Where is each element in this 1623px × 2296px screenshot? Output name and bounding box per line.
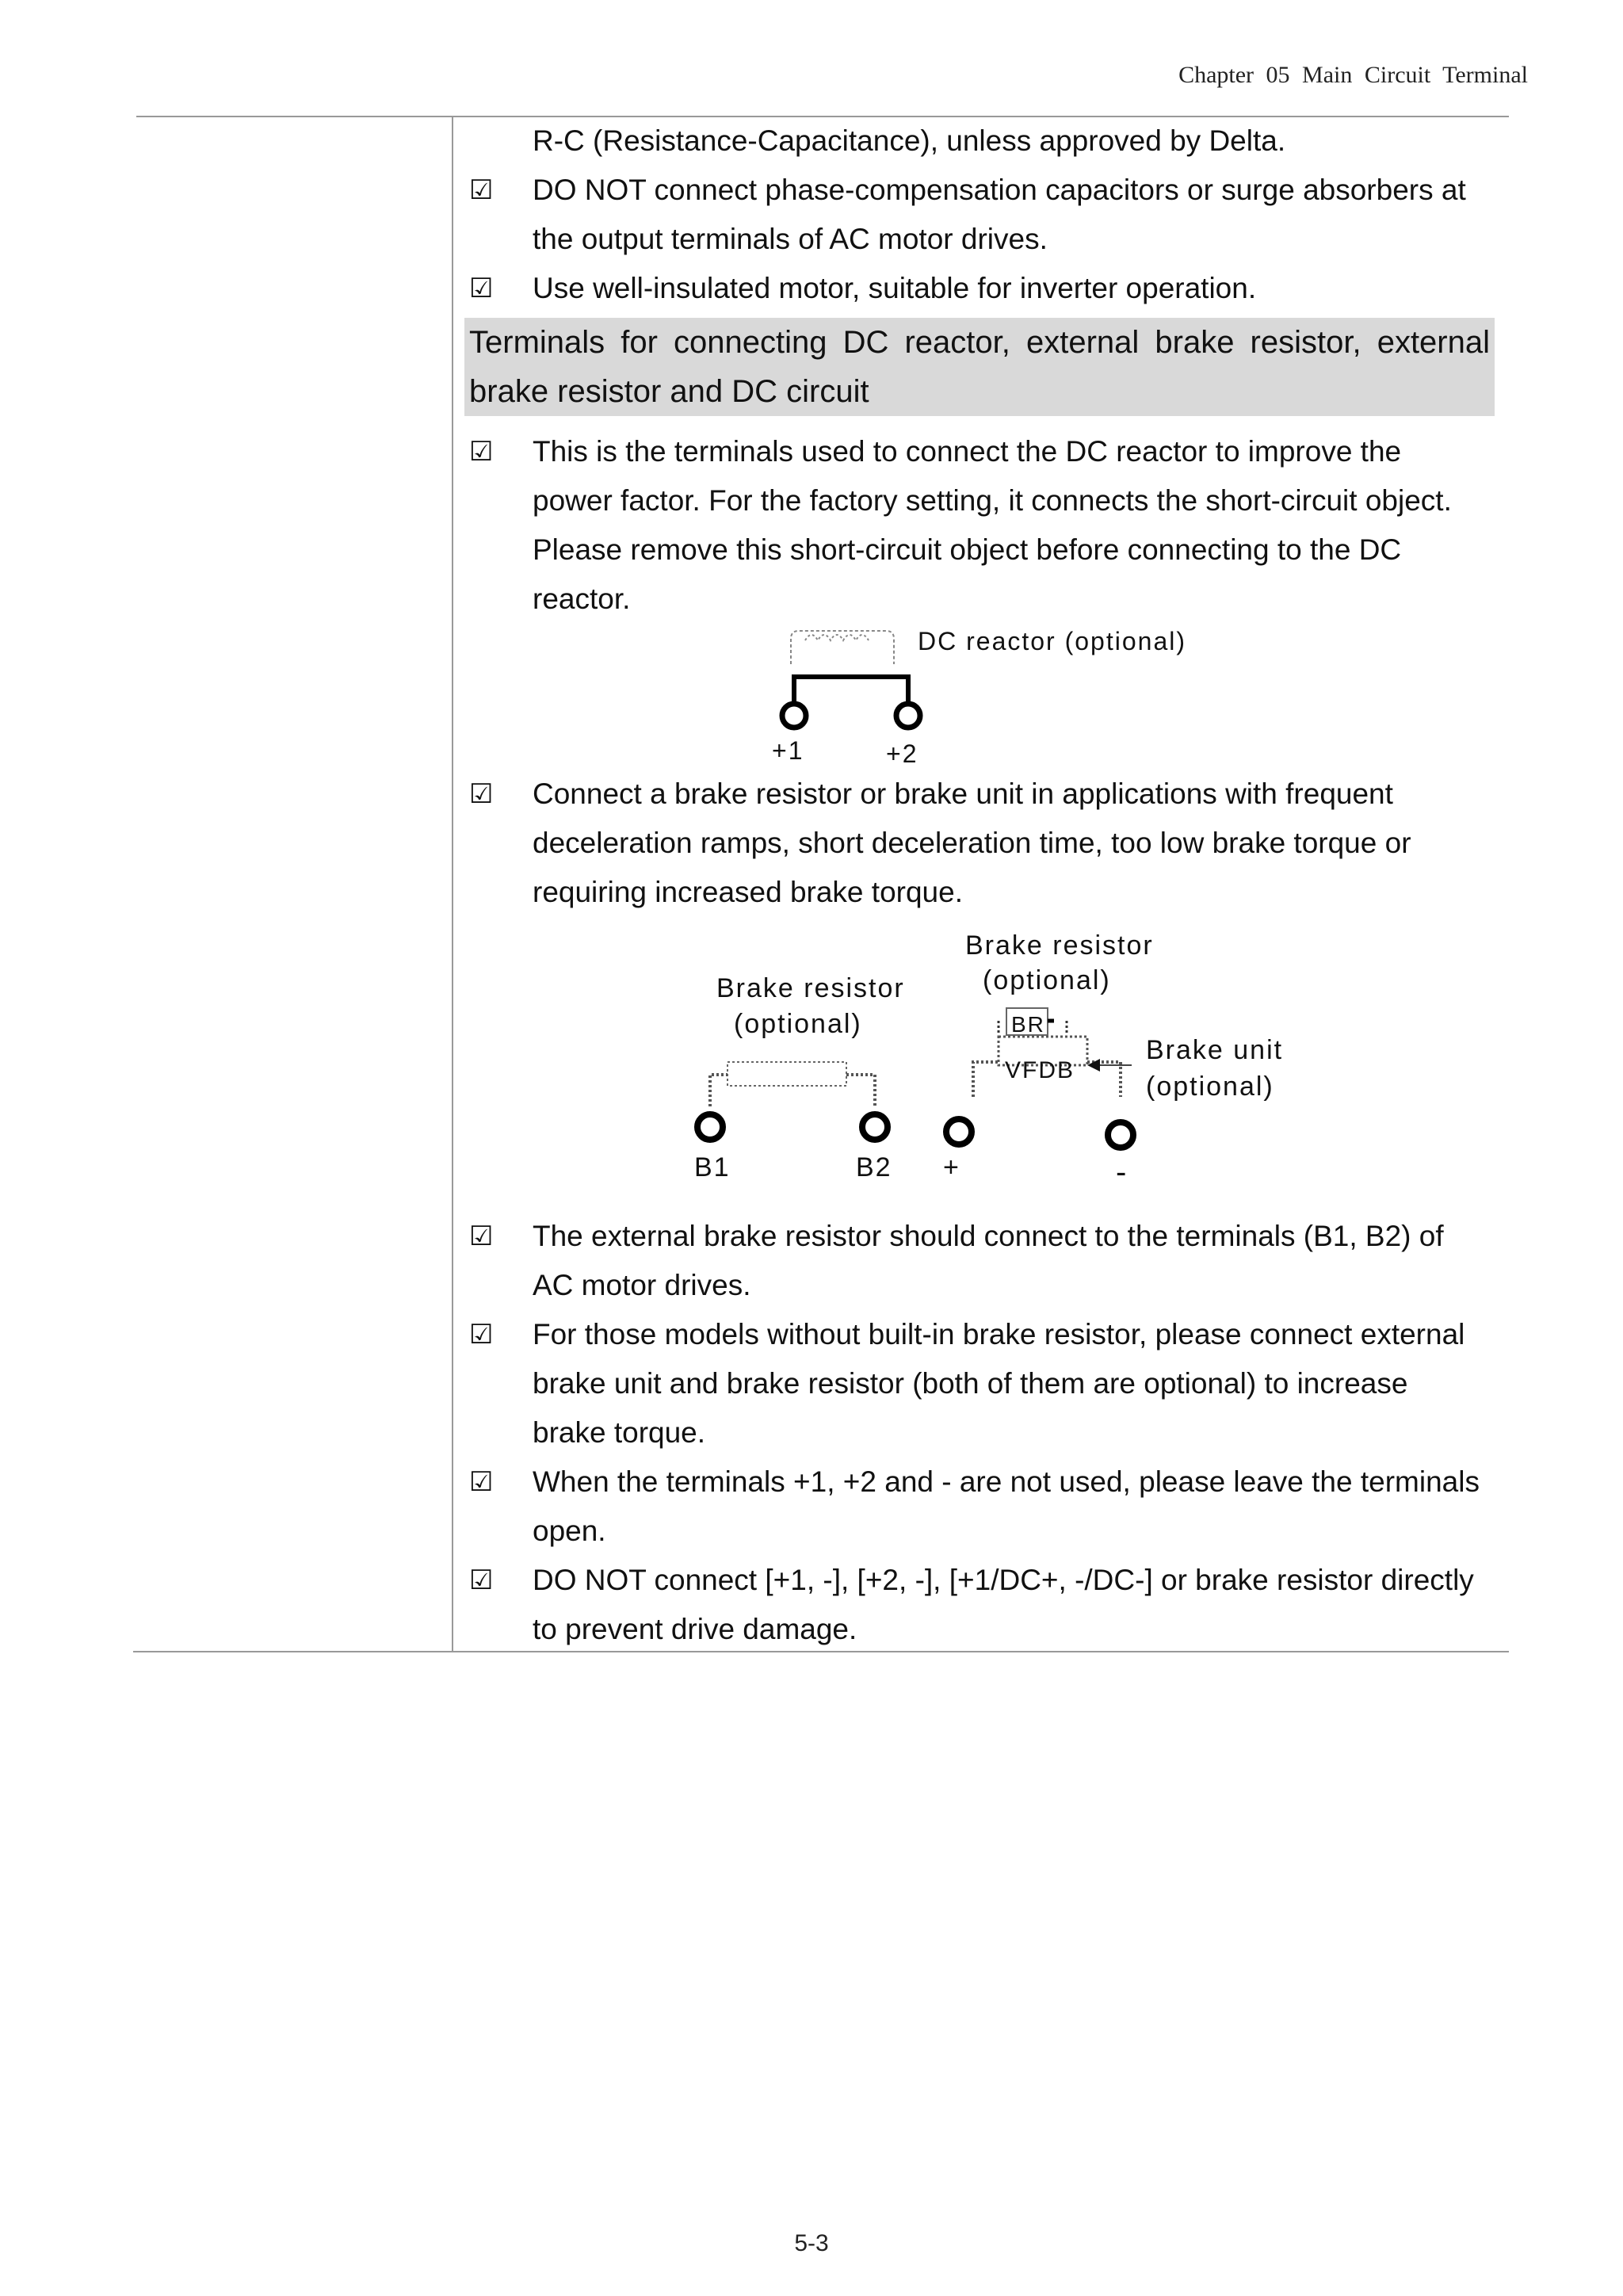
list-item-text: This is the terminals used to connect the DC reactor to improve the	[533, 435, 1402, 468]
brake-resistor-optional-label: (optional)	[734, 1009, 862, 1039]
dc-reactor-diagram	[767, 617, 1243, 775]
terminal-plus2-label: +2	[886, 739, 918, 768]
list-item-unused-terminals	[464, 1457, 1495, 1556]
list-item-text: Use well-insulated motor, suitable for inverter operation.	[533, 272, 1257, 304]
br-box-label: BR	[1011, 1012, 1045, 1037]
section-heading-line: brake resistor and DC circuit	[469, 374, 869, 409]
list-item-text: deceleration ramps, short deceleration time, too low brake torque or	[533, 827, 1411, 859]
list-item-do-not-connect	[464, 1556, 1495, 1654]
main-column	[464, 117, 1495, 1654]
checked-box-icon: ☑	[469, 436, 494, 468]
external-brake-resistor	[710, 1062, 875, 1106]
list-item-text: reactor.	[533, 583, 631, 615]
page-number: 5-3	[794, 2230, 829, 2256]
brake-unit-optional-label: (optional)	[1146, 1072, 1274, 1102]
brake-resistor-top-optional-label: (optional)	[983, 965, 1111, 995]
list-item-text: open.	[533, 1515, 606, 1547]
checked-box-icon: ☑	[469, 1564, 494, 1596]
bottom-rule	[133, 1651, 1509, 1652]
brake-unit-label: Brake unit	[1146, 1035, 1284, 1065]
dc-reactor-label: DC reactor (optional)	[918, 627, 1186, 655]
vfdb-box-label: VFDB	[1005, 1057, 1075, 1083]
list-item-text: Please remove this short-circuit object before connecting to the DC	[533, 533, 1402, 566]
checked-box-icon: ☑	[469, 1221, 494, 1252]
running-head: Chapter 05 Main Circuit Terminal	[1178, 62, 1528, 88]
list-item-text: When the terminals +1, +2 and - are not used, please leave the terminals	[533, 1465, 1480, 1498]
checked-box-icon: ☑	[469, 1466, 494, 1498]
terminal-plus-label: +	[943, 1152, 960, 1182]
checked-box-icon: ☑	[469, 174, 494, 206]
list-item-text: Connect a brake resistor or brake unit in applications with frequent	[533, 777, 1393, 810]
checked-box-icon: ☑	[469, 1319, 494, 1350]
list-item-motor	[464, 264, 1495, 313]
short-circuit-bar	[794, 677, 908, 705]
list-item-capacitors	[464, 166, 1495, 264]
list-item-brake	[464, 770, 1495, 917]
terminal-minus-label: -	[1116, 1155, 1128, 1190]
terminal-plus2	[896, 704, 920, 728]
list-item-text: The external brake resistor should connect to the terminals (B1, B2) of	[533, 1220, 1444, 1252]
terminal-b1-label: B1	[694, 1152, 731, 1182]
rc-continuation: R-C (Resistance-Capacitance), unless approved by Delta.	[533, 124, 1286, 157]
list-item-text: DO NOT connect [+1, -], [+2, -], [+1/DC+, -/DC-] or brake resistor directly	[533, 1564, 1474, 1596]
terminal-plus	[946, 1119, 972, 1144]
terminal-minus	[1108, 1122, 1133, 1148]
brake-resistor-top-label: Brake resistor	[965, 930, 1154, 961]
list-item-text: requiring increased brake torque.	[533, 876, 963, 908]
list-item-no-builtin	[464, 1310, 1495, 1457]
list-item-text: AC motor drives.	[533, 1269, 751, 1301]
list-item-text: For those models without built-in brake resistor, please connect external	[533, 1318, 1465, 1350]
section-heading	[464, 318, 1495, 416]
list-item-text: to prevent drive damage.	[533, 1613, 857, 1645]
list-item-text: brake unit and brake resistor (both of them are optional) to increase	[533, 1367, 1408, 1400]
list-item-text: DO NOT connect phase-compensation capacitors or surge absorbers at	[533, 174, 1466, 206]
checked-box-icon: ☑	[469, 778, 494, 810]
brake-resistor-label: Brake resistor	[716, 973, 905, 1003]
section-heading-line: Terminals for connecting DC reactor, external brake resistor, external	[469, 325, 1490, 360]
brake-diagram	[672, 926, 1306, 1195]
list-item-dc-reactor	[464, 427, 1495, 624]
list-item-text: the output terminals of AC motor drives.	[533, 223, 1048, 255]
terminal-plus1	[782, 704, 806, 728]
list-item-text: brake torque.	[533, 1416, 706, 1449]
list-item-text: power factor. For the factory setting, it connects the short-circuit object.	[533, 484, 1452, 517]
list-item-external-resistor	[464, 1212, 1495, 1310]
terminal-b2	[862, 1114, 888, 1140]
brake-unit-assembly	[973, 1008, 1132, 1097]
dc-reactor-coil	[791, 631, 894, 664]
column-divider	[452, 117, 453, 1652]
checked-box-icon: ☑	[469, 273, 494, 304]
terminal-plus1-label: +1	[772, 736, 804, 765]
terminal-b2-label: B2	[856, 1152, 892, 1182]
terminal-b1	[697, 1114, 723, 1140]
